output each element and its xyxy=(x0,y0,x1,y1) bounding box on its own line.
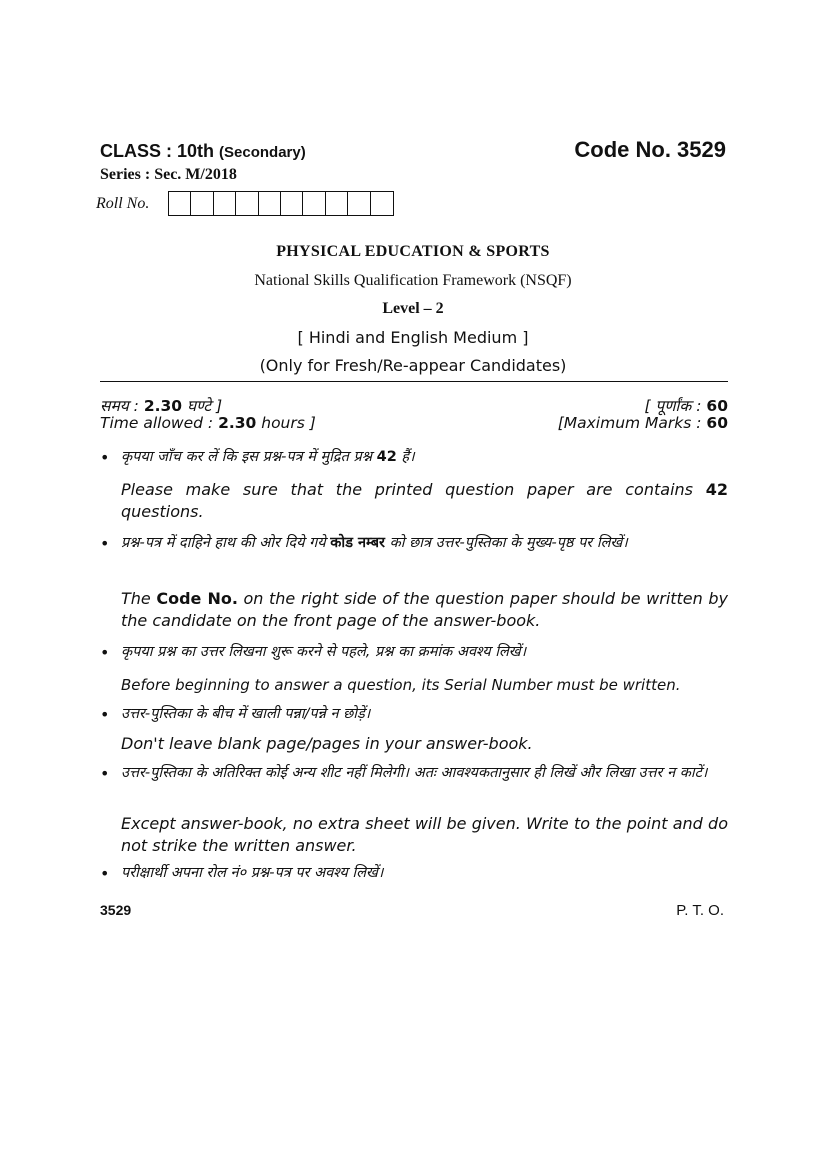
roll-no-box xyxy=(259,192,281,215)
time-allowed-english xyxy=(100,414,316,432)
bullet-2: • xyxy=(100,534,110,553)
time-hi-value: 2.30 xyxy=(143,397,183,415)
series-label: Series : Sec. M/2018 xyxy=(100,166,237,183)
marks-en-label: [Maximum Marks : xyxy=(557,414,707,432)
roll-no-box xyxy=(281,192,303,215)
class-text: CLASS : 10th xyxy=(100,141,215,161)
code-number: Code No. 3529 xyxy=(574,137,726,162)
instruction-2-hindi xyxy=(121,533,728,554)
page-turn-note: P. T. O. xyxy=(676,902,724,919)
bullet-1: • xyxy=(100,448,110,467)
bullet-6: • xyxy=(100,864,110,883)
framework-title: National Skills Qualification Framework (NSQF) xyxy=(254,272,572,289)
i1-hi-pre: कृपया जाँच कर लें कि इस प्रश्न-पत्र में मुद्रित प्रश्न xyxy=(121,449,377,465)
roll-no-box xyxy=(303,192,325,215)
roll-no-box xyxy=(169,192,191,215)
instruction-5-hindi: उत्तर-पुस्तिका के अतिरिक्त कोई अन्य शीट नहीं मिलेगी। अतः आवश्यकतानुसार ही लिखें और लिखा उत्तर न काटें। xyxy=(121,765,708,781)
candidates-note: (Only for Fresh/Re-appear Candidates) xyxy=(259,356,567,375)
marks-hi-label: [ पूर्णांक : xyxy=(644,397,707,415)
roll-no-box xyxy=(371,192,393,215)
level-title: Level – 2 xyxy=(382,300,444,317)
instruction-5-english: Except answer-book, no extra sheet will be given. Write to the point and do not strike the written answer. xyxy=(121,814,728,855)
class-label xyxy=(100,141,306,162)
class-suffix: (Secondary) xyxy=(219,144,306,161)
i1-en-num: 42 xyxy=(705,480,728,499)
bullet-3: • xyxy=(100,643,110,662)
instruction-3-english: Before beginning to answer a question, its Serial Number must be written. xyxy=(121,676,681,694)
roll-no-box xyxy=(348,192,370,215)
instruction-2-english xyxy=(121,588,728,632)
divider xyxy=(100,381,728,382)
medium-note: [ Hindi and English Medium ] xyxy=(297,328,529,347)
marks-hi-value: 60 xyxy=(706,397,728,415)
i2-en-pre: The xyxy=(121,589,157,608)
bullet-5: • xyxy=(100,764,110,783)
roll-no-label: Roll No. xyxy=(96,195,150,212)
max-marks-english xyxy=(558,414,728,432)
i2-hi-pre: प्रश्न-पत्र में दाहिने हाथ की ओर दिये गये xyxy=(121,535,331,551)
i2-en-bold: Code No. xyxy=(156,589,238,608)
instruction-6-hindi: परीक्षार्थी अपना रोल नं० प्रश्न-पत्र पर अवश्य लिखें। xyxy=(121,865,384,881)
instruction-1-hindi xyxy=(121,447,728,468)
time-hi-unit: घण्टे ] xyxy=(182,397,223,415)
i2-hi-post: को छात्र उत्तर-पुस्तिका के मुख्य-पृष्ठ पर लिखें। xyxy=(384,535,628,551)
i1-hi-post: हैं। xyxy=(396,449,415,465)
time-en-value: 2.30 xyxy=(218,414,257,432)
subject-title: PHYSICAL EDUCATION & SPORTS xyxy=(276,243,550,260)
roll-no-box xyxy=(191,192,213,215)
i1-hi-num: 42 xyxy=(376,449,397,465)
i1-en-pre: Please make sure that the printed question paper are contains xyxy=(121,480,706,499)
footer-code: 3529 xyxy=(100,902,132,918)
roll-no-box xyxy=(326,192,348,215)
i2-en-post: on the right side of the question paper should be written by the candidate on the front page of the answer-book. xyxy=(121,589,728,630)
roll-no-box xyxy=(236,192,258,215)
time-en-unit: hours ] xyxy=(256,414,316,432)
i1-en-post: questions. xyxy=(121,502,204,521)
marks-en-value: 60 xyxy=(706,414,728,432)
instruction-4-english: Don't leave blank page/pages in your answer-book. xyxy=(121,734,533,753)
time-allowed-hindi xyxy=(100,394,222,416)
i2-hi-bold: कोड नम्बर xyxy=(330,535,385,551)
roll-no-boxes xyxy=(168,191,394,216)
max-marks-hindi xyxy=(644,394,728,416)
instruction-3-hindi: कृपया प्रश्न का उत्तर लिखना शुरू करने से पहले, प्रश्न का क्रमांक अवश्य लिखें। xyxy=(121,644,527,660)
time-hi-label: समय : xyxy=(100,397,144,415)
roll-no-box xyxy=(214,192,236,215)
instruction-4-hindi: उत्तर-पुस्तिका के बीच में खाली पन्ना/पन्ने न छोड़ें। xyxy=(121,706,371,722)
instruction-1-english xyxy=(121,479,728,523)
time-en-label: Time allowed : xyxy=(100,414,219,432)
bullet-4: • xyxy=(100,705,110,724)
